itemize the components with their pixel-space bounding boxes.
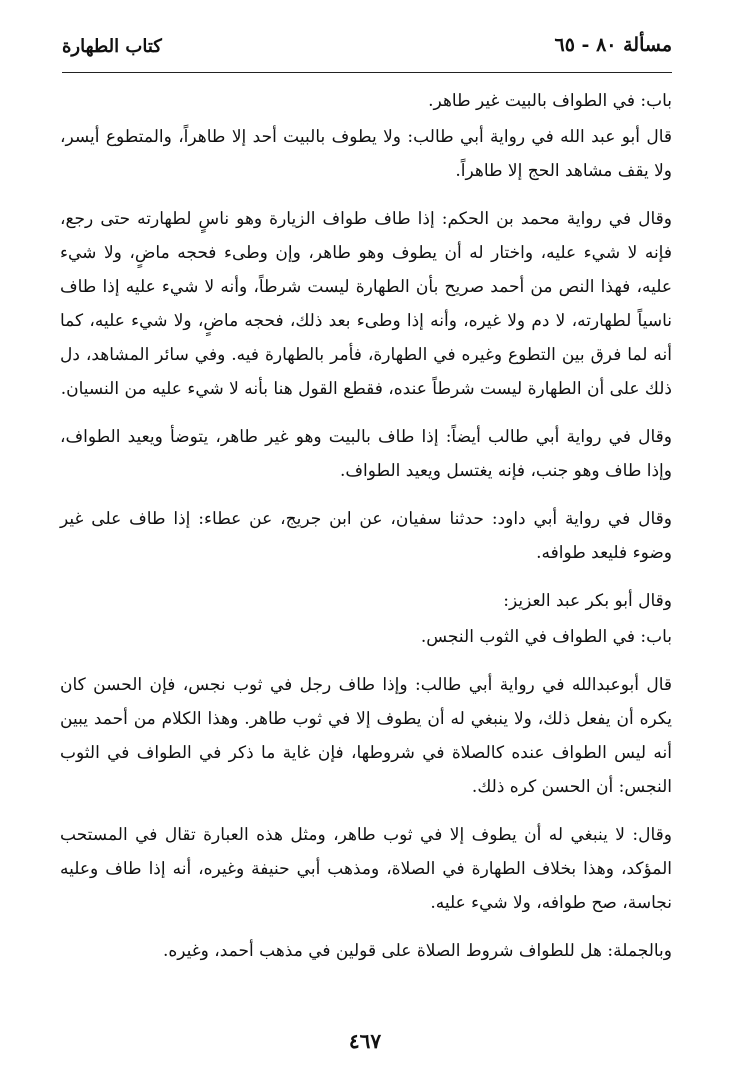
- paragraph: وقال في رواية محمد بن الحكم: إذا طاف طواف الزيارة وهو ناسٍ لطهارته حتى رجع، فإنه لا شيء عليه، واختار له أن يطوف وهو طاهر، وإن وطىء فحجه ماضٍ، ولا شيء عليه، فهذا النص من أحمد صريح بأن الطهارة ليست شرطاً، وأنه لا شيء عليه إذا طاف ناسياً لطهارته، لا دم ولا غيره، وأنه إذا وطىء بعد ذلك، فحجه ماضٍ، ولا شيء عليه، كما أنه لما فرق بين التطوع وغيره في الطهارة، فأمر بالطهارة فيه. وفي سائر المشاهد، دل ذلك على أن الطهارة ليست شرطاً عنده، فقطع القول هنا بأنه لا شيء عليه من النسيان.: [60, 209, 672, 399]
- page-number: ٤٦٧: [348, 1029, 382, 1053]
- paragraph: قال أبو عبد الله في رواية أبي طالب: ولا يطوف بالبيت أحد إلا طاهراً، والمتطوع أيسر، ولا يقف مشاهد الحج إلا طاهراً.: [60, 127, 672, 181]
- chapter-heading: باب: في الطواف بالبيت غير طاهر.: [428, 91, 672, 111]
- paragraph: وبالجملة: هل للطواف شروط الصلاة على قولين في مذهب أحمد، وغيره.: [162, 941, 672, 961]
- issue-number: مسألة ٨٠ - ٦٥: [554, 34, 672, 56]
- running-header: [62, 30, 672, 73]
- book-title: كتاب الطهارة: [62, 36, 162, 57]
- paragraph: وقال أبو بكر عبد العزيز:: [503, 591, 672, 611]
- paragraph: وقال: لا ينبغي له أن يطوف إلا في ثوب طاهر، ومثل هذه العبارة تقال في المستحب المؤكد، وهذا بخلاف الطهارة في الصلاة، ومذهب أبي حنيفة وغيره، أنه إذا طاف وعليه نجاسة، صح طوافه، ولا شيء عليه.: [60, 825, 672, 913]
- paragraph: وقال في رواية أبي داود: حدثنا سفيان، عن ابن جريج، عن عطاء: إذا طاف على غير وضوء فليعد طوافه.: [60, 509, 672, 563]
- paragraph: قال أبوعبدالله في رواية أبي طالب: وإذا طاف رجل في ثوب نجس، فإن الحسن كان يكره أن يفعل ذلك، ولا ينبغي له أن يطوف إلا في ثوب طاهر. وهذا الكلام من أحمد يبين أنه ليس الطواف عنده كالصلاة في شروطها، فإن غاية ما ذكر في الطواف في الثوب النجس: أن الحسن كره ذلك.: [60, 675, 672, 797]
- chapter-heading: باب: في الطواف في الثوب النجس.: [420, 627, 672, 647]
- page-body: [60, 84, 672, 970]
- paragraph: وقال في رواية أبي طالب أيضاً: إذا طاف بالبيت وهو غير طاهر، يتوضأ ويعيد الطواف، وإذا طاف وهو جنب، فإنه يغتسل ويعيد الطواف.: [60, 427, 672, 481]
